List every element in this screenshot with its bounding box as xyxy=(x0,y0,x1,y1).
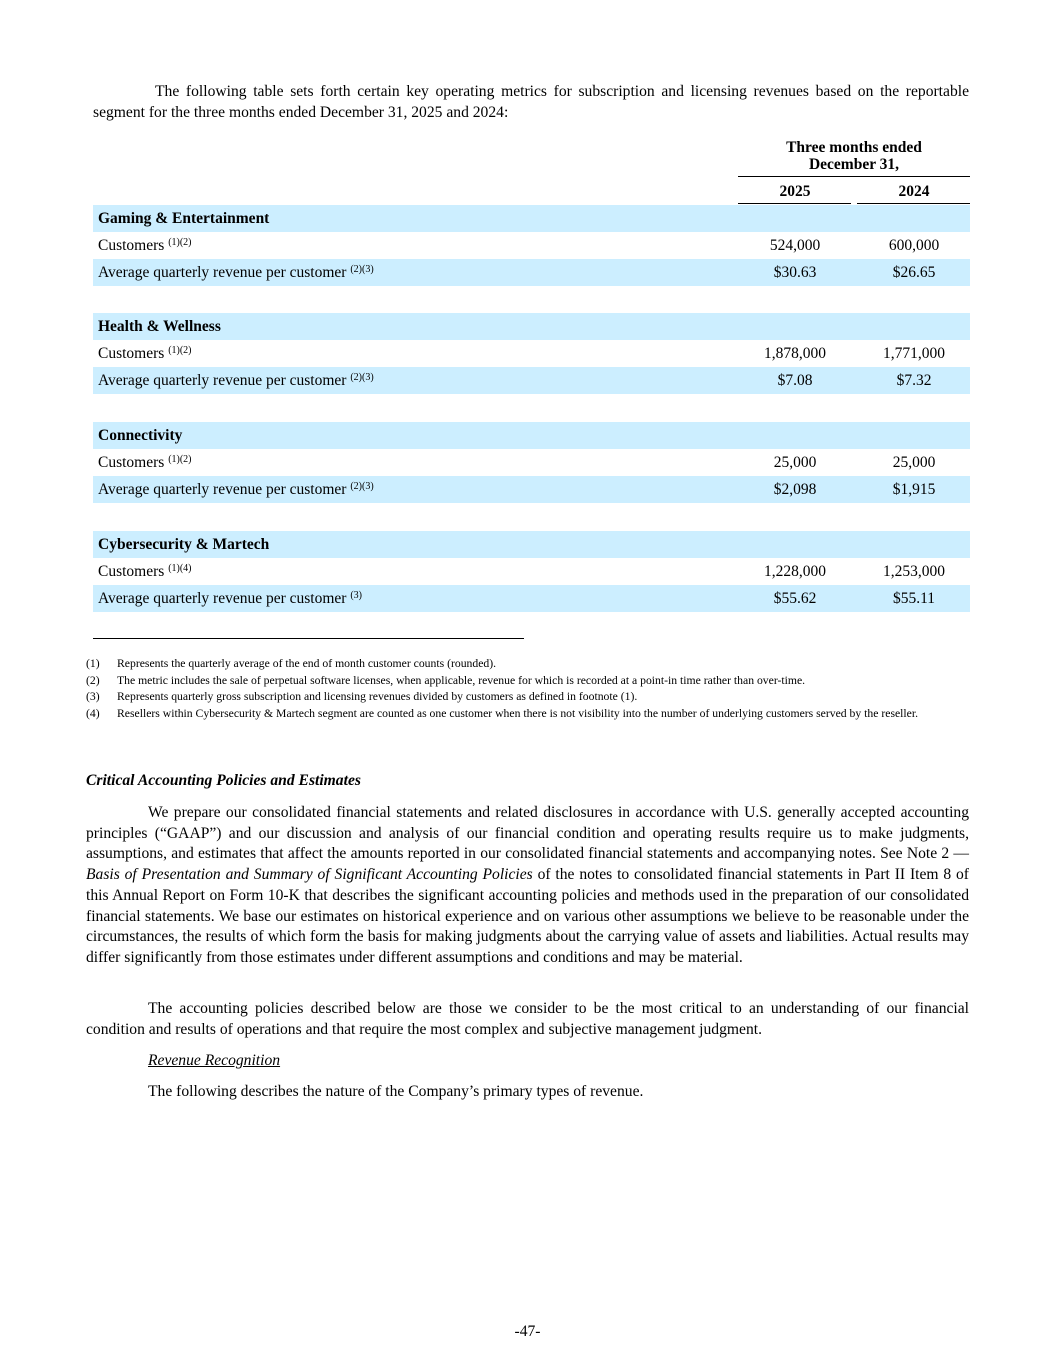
intro-paragraph: The following table sets forth certain key operating metrics for subscription and licensing revenues based on the reportable segment for the three months ended December 31, 2025 and 2024: xyxy=(93,83,969,121)
value-2025: 1,878,000 xyxy=(764,345,826,362)
row-label: Customers xyxy=(98,345,165,362)
footnote-text: Represents quarterly gross subscription and licensing revenues divided by customers as defined in footnote (1). xyxy=(117,690,638,703)
footnote-ref: (1)(2) xyxy=(168,237,192,248)
page-number: -47- xyxy=(514,1323,541,1340)
critical-paragraph-1: We prepare our consolidated financial statements and related disclosures in accordance with U.S. generally accepted accounting principles (“GAAP”) and our discussion and analysis of our financial condition and operating results require us to make judgments, assumptions, and estimates that affect the amounts reported in our consolidated financial statements and accompanying notes. See Note 2 — Basis of Presentation and Summary of Significant Accounting Policies of the notes to consolidated financial statements in Part II Item 8 of this Annual Report on Form 10-K that describes the significant accounting policies and methods used in the preparation of our consolidated financial statements. We base our estimates on historical experience and on various other assumptions we believe to be reasonable under the circumstances, the results of which form the basis for making judgments about the carrying value of assets and liabilities. Actual results may differ significantly from those estimates under different assumptions and conditions and may be material. xyxy=(86,804,969,966)
table-column-header xyxy=(738,139,970,173)
table-row xyxy=(93,340,970,367)
row-label: Average quarterly revenue per customer xyxy=(98,264,347,281)
footnote-ref: (2)(3) xyxy=(350,264,374,275)
table-row xyxy=(93,259,970,286)
table-row xyxy=(93,367,970,394)
header-rule xyxy=(738,176,970,177)
row-label: Customers xyxy=(98,454,165,471)
section-header-row xyxy=(93,422,970,449)
table-row xyxy=(93,558,970,585)
footnote-text: The metric includes the sale of perpetual software licenses, when applicable, revenue for which is recorded at a point-in time rather than over-time. xyxy=(117,674,806,687)
row-label: Average quarterly revenue per customer xyxy=(98,372,347,389)
value-2025: 25,000 xyxy=(773,454,817,471)
year-2024-header: 2024 xyxy=(898,183,930,200)
value-2025: $55.62 xyxy=(773,590,817,607)
year-2024-rule xyxy=(857,203,970,204)
footnote-ref: (1)(2) xyxy=(168,454,192,465)
section-heading: Critical Accounting Policies and Estimates xyxy=(86,772,361,789)
footnote-divider xyxy=(93,638,524,639)
footnote-number: (1) xyxy=(86,657,100,670)
section-name: Health & Wellness xyxy=(98,318,221,335)
row-label: Average quarterly revenue per customer xyxy=(98,590,347,607)
year-2025-rule xyxy=(738,203,851,204)
table-row xyxy=(93,232,970,259)
section-header-row xyxy=(93,531,970,558)
footnote-number: (3) xyxy=(86,690,100,703)
footnote-number: (4) xyxy=(86,707,100,720)
header-line-1: Three months ended xyxy=(786,139,922,156)
value-2024: $1,915 xyxy=(892,481,936,498)
footnote-ref: (2)(3) xyxy=(350,372,374,383)
value-2025: 524,000 xyxy=(769,237,821,254)
note-reference-italic: Basis of Presentation and Summary of Significant Accounting Policies xyxy=(86,866,533,884)
table-row xyxy=(93,476,970,503)
value-2025: $2,098 xyxy=(773,481,817,498)
section-name: Connectivity xyxy=(98,427,183,444)
footnote-ref: (2)(3) xyxy=(350,481,374,492)
section-header-row xyxy=(93,205,970,232)
footnote-ref: (3) xyxy=(350,590,362,601)
section-name: Cybersecurity & Martech xyxy=(98,536,270,553)
section-header-row xyxy=(93,313,970,340)
value-2024: 1,771,000 xyxy=(883,345,945,362)
row-label: Customers xyxy=(98,237,165,254)
value-2025: $30.63 xyxy=(773,264,817,281)
value-2024: $55.11 xyxy=(892,590,936,607)
value-2024: 1,253,000 xyxy=(883,563,945,580)
subsection-heading: Revenue Recognition xyxy=(148,1052,281,1069)
header-line-2: December 31, xyxy=(808,156,900,173)
value-2025: $7.08 xyxy=(777,372,813,389)
year-2025-header: 2025 xyxy=(779,183,811,200)
critical-paragraph-2: The accounting policies described below are those we consider to be the most critical to an understanding of our financial condition and results of operations and that require the most complex and subjective management judgment. xyxy=(86,1000,969,1038)
value-2024: 600,000 xyxy=(888,237,940,254)
row-label: Average quarterly revenue per customer xyxy=(98,481,347,498)
revenue-paragraph: The following describes the nature of the Company’s primary types of revenue. xyxy=(148,1083,644,1100)
table-row xyxy=(93,449,970,476)
value-2024: $26.65 xyxy=(892,264,936,281)
footnote-text: Resellers within Cybersecurity & Martech segment are counted as one customer when there is not visibility into the number of underlying customers served by the reseller. xyxy=(117,707,919,720)
footnote-number: (2) xyxy=(86,674,100,687)
footnote-text: Represents the quarterly average of the end of month customer counts (rounded). xyxy=(117,657,497,670)
section-name: Gaming & Entertainment xyxy=(98,210,270,227)
footnote-ref: (1)(2) xyxy=(168,345,192,356)
value-2025: 1,228,000 xyxy=(764,563,826,580)
value-2024: $7.32 xyxy=(896,372,932,389)
table-row xyxy=(93,585,970,612)
row-label: Customers xyxy=(98,563,165,580)
value-2024: 25,000 xyxy=(892,454,936,471)
footnote-ref: (1)(4) xyxy=(168,563,192,574)
